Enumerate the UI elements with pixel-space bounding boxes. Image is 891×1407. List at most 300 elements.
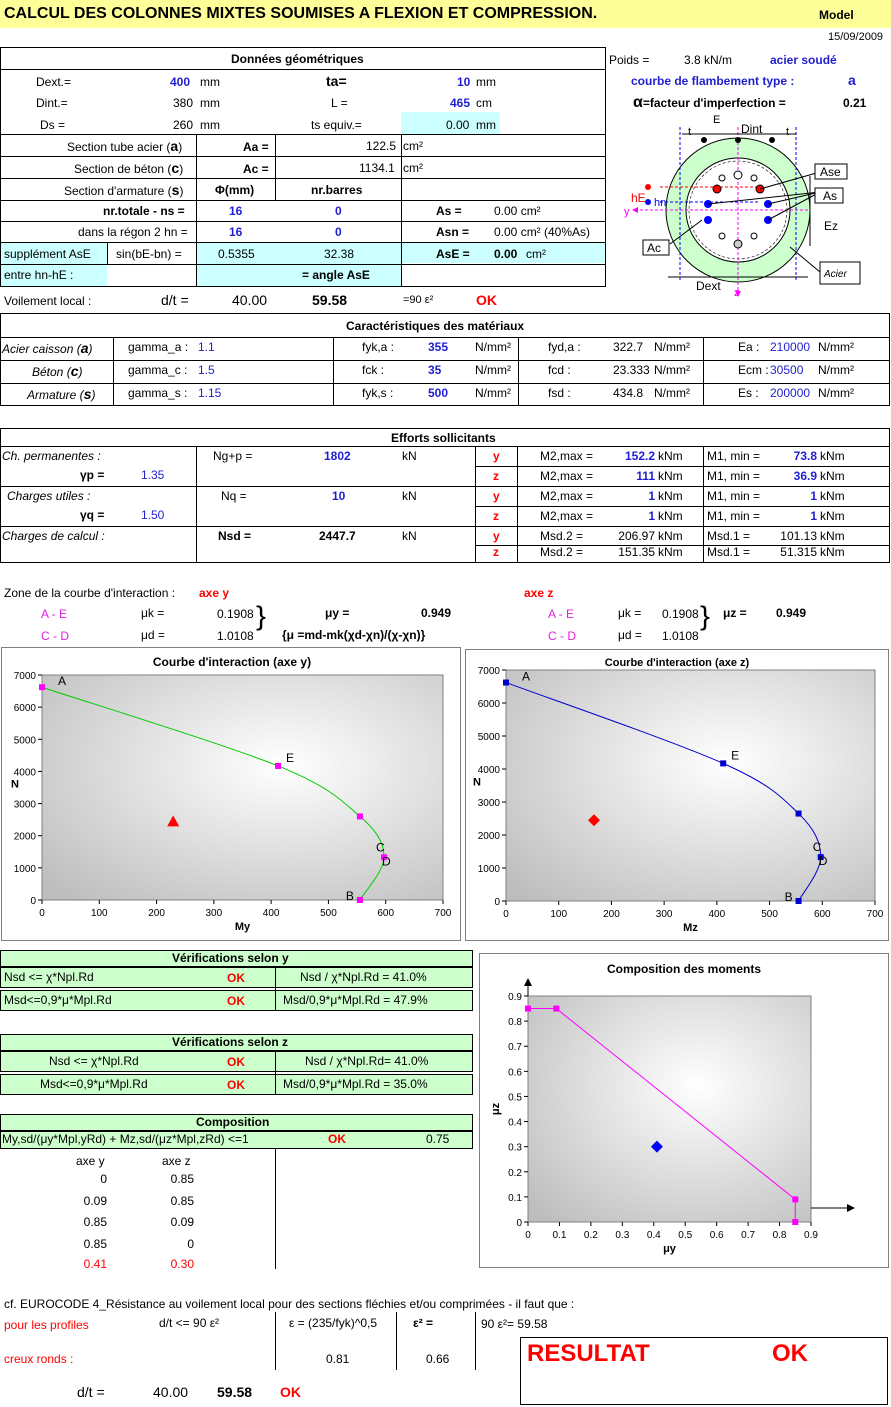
- result-label: RESULTAT: [527, 1340, 650, 1367]
- y-tick-label: 6000: [477, 699, 500, 710]
- effort-m2v[interactable]: 111: [636, 469, 655, 483]
- zone-y-ae: A - E: [41, 607, 68, 621]
- point-label: A: [58, 674, 67, 689]
- x-tick-label: 0.6: [709, 1230, 724, 1241]
- epsilon-label: ε = (235/fyk)^0,5: [289, 1316, 378, 1330]
- alpha-value: 0.21: [843, 96, 867, 110]
- effort-ax: y: [493, 489, 500, 503]
- dt-eq: =90 ε²: [403, 294, 434, 306]
- material-g-l: gamma_s :: [128, 386, 188, 400]
- x-tick-label: 300: [205, 908, 223, 919]
- series-point: [503, 680, 509, 686]
- moment-unit: kNm: [658, 509, 683, 523]
- series-point: [357, 813, 363, 819]
- brace-z: }: [700, 601, 711, 632]
- ts-unit: mm: [476, 118, 496, 132]
- mu-z-value: 0.949: [776, 606, 807, 620]
- y-tick-label: 2000: [477, 831, 500, 842]
- alpha-label: α=facteur d'imperfection =: [633, 94, 786, 111]
- design-loads-label: Charges de calcul :: [2, 529, 105, 543]
- material-fd-v: 322.7: [613, 340, 644, 354]
- gamma-q-value[interactable]: 1.50: [141, 508, 165, 522]
- material-e-l: Ea :: [738, 340, 760, 354]
- moment-unit: kNm: [820, 489, 845, 503]
- mu-z-label: μz =: [723, 606, 747, 620]
- zone-y-mk-value: 0.1908: [217, 607, 254, 621]
- effort-m1v[interactable]: 73.8: [793, 449, 817, 463]
- ase-label: AsE =: [436, 247, 470, 261]
- date: 15/09/2009: [828, 31, 884, 43]
- effort-m2v[interactable]: 152.2: [624, 449, 655, 463]
- zone-z-cd: C - D: [548, 629, 576, 643]
- x-tick-label: 600: [813, 909, 831, 920]
- material-fk-v[interactable]: 35: [428, 363, 442, 377]
- moment-unit: kNm: [658, 489, 683, 503]
- angle-value: 32.38: [324, 247, 355, 261]
- effort-m1v: 101.13: [780, 529, 817, 543]
- verif-y-title: Vérifications selon y: [172, 951, 289, 965]
- loads-title: Efforts sollicitants: [391, 431, 496, 445]
- material-fd-l: fyd,a :: [548, 340, 581, 354]
- effort-m1v[interactable]: 1: [810, 489, 817, 503]
- label-dext: Dext: [696, 279, 721, 293]
- footer-dt-value: 40.00: [153, 1384, 189, 1400]
- y-tick-label: 0: [30, 896, 36, 907]
- interaction-chart-y: [1, 647, 461, 941]
- effort-m1l: M1, min =: [707, 509, 761, 523]
- materials-title: Caractéristiques des matériaux: [346, 319, 525, 333]
- label-e: E: [713, 114, 721, 126]
- y-tick-label: 7000: [13, 671, 36, 682]
- y-tick-label: 0.6: [508, 1067, 522, 1079]
- x-tick-label: 0.7: [741, 1230, 756, 1241]
- chart-title: Composition des moments: [606, 962, 762, 976]
- concrete-section-label: Section de béton (c): [74, 160, 184, 176]
- composition-value: 0.75: [426, 1132, 450, 1146]
- buckling-curve-value: a: [848, 72, 856, 88]
- x-tick-label: 0.5: [678, 1230, 693, 1241]
- point-label: D: [818, 854, 828, 869]
- angle-ase-label: = angle AsE: [302, 268, 370, 282]
- comp-cell: 0.85: [170, 1172, 194, 1186]
- as-value: 0.00 cm²: [494, 204, 541, 218]
- material-e-v[interactable]: 200000: [770, 386, 811, 400]
- composition-title: Composition: [196, 1115, 270, 1129]
- live-loads-label: Charges utiles :: [7, 489, 91, 503]
- epsilon2-label: ε² =: [413, 1316, 434, 1330]
- y-axis-label: N: [473, 776, 481, 789]
- series-point: [720, 760, 726, 766]
- dext-unit: mm: [200, 75, 220, 89]
- effort-m2v: 151.35: [618, 545, 655, 559]
- length-label: L =: [331, 96, 348, 110]
- x-tick-label: 400: [708, 909, 726, 920]
- x-tick-label: 200: [148, 908, 165, 919]
- effort-m1v: 51.315: [780, 545, 817, 559]
- moment-unit: kNm: [658, 529, 683, 543]
- material-e-u: N/mm²: [818, 363, 854, 377]
- x-tick-label: 0.4: [646, 1230, 661, 1241]
- as-label: As =: [436, 204, 462, 218]
- verif-y2-ratio: Msd/0,9*μ*Mpl.Rd = 47.9%: [283, 993, 428, 1007]
- zone2-phi[interactable]: 16: [229, 225, 243, 239]
- effort-m2v: 206.97: [618, 529, 655, 543]
- effort-m1l: M1, min =: [707, 449, 761, 463]
- composition-ok: OK: [328, 1132, 346, 1146]
- cond-label: d/t <= 90 ε²: [159, 1316, 220, 1330]
- gamma-q-label: γq =: [80, 508, 105, 522]
- material-fk-v[interactable]: 500: [428, 386, 449, 400]
- moment-composition-chart: [479, 953, 889, 1268]
- x-tick-label: 0: [525, 1230, 531, 1241]
- gamma-p-value[interactable]: 1.35: [141, 468, 165, 482]
- nq-label: Nq =: [221, 489, 247, 503]
- x-tick-label: 0: [503, 909, 509, 920]
- ase-value: 0.00: [494, 247, 518, 261]
- length-value[interactable]: 465: [450, 96, 471, 110]
- label-ac: Ac: [647, 241, 662, 255]
- series-point: [357, 897, 363, 903]
- zone-y-md-value: 1.0108: [217, 629, 254, 643]
- comp-cell: 0.09: [83, 1194, 107, 1208]
- buckling-curve-label: courbe de flambement type :: [631, 74, 795, 88]
- material-fk-v[interactable]: 355: [428, 340, 449, 354]
- x-axis-label: My: [234, 921, 251, 933]
- label-as: As: [823, 189, 838, 203]
- dext-value[interactable]: 400: [170, 75, 191, 89]
- y-tick-label: 5000: [477, 732, 500, 743]
- nq-unit: kN: [402, 489, 417, 503]
- moment-unit: kNm: [658, 545, 683, 559]
- material-fk-u: N/mm²: [475, 363, 511, 377]
- x-tick-label: 500: [761, 909, 778, 920]
- total-bars-count[interactable]: 0: [335, 204, 342, 218]
- zone-z-md-value: 1.0108: [662, 629, 699, 643]
- ngp-unit: kN: [402, 449, 417, 463]
- moment-unit: kNm: [820, 545, 845, 559]
- nsd-unit: kN: [402, 529, 417, 543]
- epsilon2-value: 0.66: [426, 1352, 450, 1366]
- series-point: [796, 811, 802, 817]
- material-fk-u: N/mm²: [475, 340, 511, 354]
- label-z: z: [734, 287, 740, 298]
- x-tick-label: 0.8: [772, 1230, 787, 1241]
- point-label: B: [784, 890, 793, 904]
- material-fk-u: N/mm²: [475, 386, 511, 400]
- moment-unit: kNm: [658, 469, 683, 483]
- x-tick-label: 600: [377, 908, 395, 919]
- supplement-label: supplément AsE: [4, 247, 91, 261]
- label-ase: Ase: [820, 165, 841, 179]
- chart-title: Courbe d'interaction (axe z): [604, 657, 750, 669]
- plot-area: [528, 996, 811, 1222]
- verif-z1-label: Nsd <= χ*Npl.Rd: [49, 1054, 139, 1068]
- effort-m1v[interactable]: 36.9: [793, 469, 817, 483]
- effort-ax: z: [493, 509, 499, 523]
- series-point: [275, 763, 281, 769]
- label-t-right: t: [786, 126, 790, 138]
- point-label: E: [286, 750, 295, 765]
- x-tick-label: 500: [320, 908, 337, 919]
- material-e-v[interactable]: 210000: [770, 340, 811, 354]
- dint-value: 380: [173, 96, 194, 110]
- comp-cell: 0.85: [83, 1215, 107, 1229]
- zone-y-mk-label: μk =: [141, 606, 165, 620]
- ds-unit: mm: [200, 118, 220, 132]
- weight-value: 3.8 kN/m: [684, 53, 733, 67]
- interaction-chart-z: [465, 649, 889, 941]
- ta-label: ta=: [326, 73, 347, 89]
- verif-y1-ratio: Nsd / χ*Npl.Rd = 41.0%: [300, 970, 427, 984]
- ds-value: 260: [173, 118, 194, 132]
- permanent-loads-label: Ch. permanentes :: [2, 449, 101, 463]
- x-tick-label: 200: [603, 909, 620, 920]
- between-label: entre hn-hE :: [4, 268, 74, 282]
- local-buckling-label: Voilement local :: [4, 294, 92, 308]
- material-e-l: Es :: [738, 386, 759, 400]
- verif-z2-ratio: Msd/0,9*μ*Mpl.Rd = 35.0%: [283, 1077, 428, 1091]
- material-e-u: N/mm²: [818, 340, 854, 354]
- ts-label: ts equiv.=: [311, 118, 362, 132]
- point-label: C: [375, 840, 385, 855]
- footer-dt-limit: 59.58: [217, 1384, 253, 1400]
- y-tick-label: 3000: [13, 799, 36, 811]
- x-tick-label: 0.1: [552, 1230, 567, 1241]
- dext-label: Dext.=: [36, 75, 72, 89]
- zone-y-cd: C - D: [41, 629, 69, 643]
- zone2-count[interactable]: 0: [335, 225, 342, 239]
- x-tick-label: 100: [550, 909, 568, 920]
- material-g-l: gamma_c :: [128, 363, 188, 377]
- y-tick-label: 7000: [477, 666, 500, 677]
- verif-y2-ok: OK: [227, 994, 245, 1008]
- x-tick-label: 300: [655, 909, 673, 920]
- comp-cell: 0.09: [170, 1215, 194, 1229]
- y-tick-label: 5000: [13, 735, 36, 747]
- asn-label: Asn =: [436, 225, 470, 239]
- profiles-label: pour les profiles: [4, 1318, 89, 1332]
- point-label: B: [345, 889, 354, 903]
- chart-title: Courbe d'interaction (axe y): [152, 655, 312, 669]
- effort-m2l: M2,max =: [540, 469, 594, 483]
- effort-m1v[interactable]: 1: [810, 509, 817, 523]
- ds-label: Ds =: [40, 118, 66, 132]
- effort-m1l: M1, min =: [707, 489, 761, 503]
- y-axis-label: μz: [490, 1102, 502, 1116]
- x-tick-label: 0.9: [804, 1230, 818, 1241]
- material-e-l: Ecm :: [738, 363, 769, 377]
- zone-z-mk-label: μk =: [618, 606, 642, 620]
- point-label: D: [381, 854, 391, 869]
- zone-z-mk-value: 0.1908: [662, 607, 699, 621]
- comp-cell: 0.85: [170, 1194, 194, 1208]
- material-fd-l: fsd :: [548, 386, 571, 400]
- point-label: A: [522, 669, 531, 684]
- dint-label: Dint.=: [36, 96, 68, 110]
- eurocode-note: cf. EUROCODE 4_Résistance au voilement local pour des sections fléchies et/ou comprimées - il faut que :: [4, 1297, 575, 1311]
- effort-m1l: Msd.1 =: [707, 529, 751, 543]
- comp-cell: 0: [187, 1237, 194, 1251]
- ac-unit: cm²: [403, 161, 423, 175]
- result-ok: OK: [772, 1340, 808, 1367]
- material-fd-u: N/mm²: [654, 340, 690, 354]
- x-tick-label: 700: [866, 909, 884, 920]
- total-bars-label: nr.totale - ns =: [103, 204, 185, 218]
- weight-label: Poids =: [609, 53, 650, 67]
- y-tick-label: 0.2: [508, 1167, 522, 1179]
- verif-z2-ok: OK: [227, 1078, 245, 1092]
- effort-ax: y: [493, 529, 500, 543]
- effort-m2l: M2,max =: [540, 509, 594, 523]
- comp-header-y: axe y: [76, 1154, 105, 1168]
- zone-z-md-label: μd =: [618, 628, 642, 642]
- dint-unit: mm: [200, 96, 220, 110]
- dt-limit: 59.58: [312, 292, 348, 308]
- point-label: C: [812, 840, 822, 855]
- comp-cell: 0.41: [83, 1257, 107, 1271]
- verif-z1-ratio: Nsd / χ*Npl.Rd= 41.0%: [305, 1054, 429, 1068]
- nb-bars-header: nr.barres: [311, 183, 363, 197]
- y-tick-label: 0.5: [508, 1092, 522, 1104]
- comp-cell: 0.85: [83, 1237, 107, 1251]
- y-tick-label: 4000: [477, 765, 500, 776]
- round-hollow-label: creux ronds :: [4, 1352, 74, 1366]
- dt-ok: OK: [476, 292, 497, 308]
- limit-label: 90 ε²= 59.58: [481, 1317, 548, 1331]
- material-fk-l: fyk,s :: [362, 386, 394, 400]
- label-t-left: t: [688, 126, 692, 138]
- verif-z-title: Vérifications selon z: [172, 1035, 289, 1049]
- y-tick-label: 6000: [13, 703, 36, 715]
- nsd-label: Nsd =: [218, 529, 252, 543]
- effort-m1l: M1, min =: [707, 469, 761, 483]
- page-title: CALCUL DES COLONNES MIXTES SOUMISES A FLEXION ET COMPRESSION.: [4, 5, 598, 22]
- moment-unit: kNm: [820, 469, 845, 483]
- x-tick-label: 0.3: [615, 1230, 630, 1241]
- verif-y1-label: Nsd <= χ*Npl.Rd: [4, 970, 94, 984]
- zone-axe-z: axe z: [524, 586, 554, 600]
- material-name: Acier caisson (a): [2, 340, 93, 356]
- material-fd-v: 23.333: [613, 363, 650, 377]
- total-bars-phi[interactable]: 16: [229, 204, 243, 218]
- series-point: [525, 1006, 531, 1012]
- cross-section-drawing: [610, 112, 880, 298]
- material-fk-l: fck :: [362, 363, 385, 377]
- point-label: E: [731, 748, 740, 763]
- ac-value: 1134.1: [359, 161, 395, 175]
- ngp-label: Ng+p =: [213, 449, 253, 463]
- label-dint: Dint: [741, 122, 763, 136]
- material-fd-v: 434.8: [613, 386, 644, 400]
- material-name: Armature (s): [27, 386, 96, 402]
- x-axis-label: μy: [663, 1243, 676, 1255]
- moment-unit: kNm: [820, 509, 845, 523]
- dt-label: d/t =: [161, 292, 189, 308]
- material-g-v[interactable]: 1.1: [198, 340, 215, 354]
- nq-value[interactable]: 10: [332, 489, 346, 503]
- steel-section-label: Section tube acier (a): [67, 138, 183, 154]
- ngp-value[interactable]: 1802: [324, 449, 351, 463]
- y-tick-label: 0.3: [508, 1142, 522, 1154]
- sin-value: 0.5355: [218, 247, 255, 261]
- ts-value: 0.00: [446, 118, 470, 132]
- y-axis-label: N: [11, 778, 19, 791]
- x-axis-label: Mz: [683, 922, 698, 934]
- ac-label: Ac =: [243, 162, 269, 176]
- asn-value: 0.00 cm² (40%As): [494, 225, 591, 239]
- series-point: [553, 1006, 559, 1012]
- nsd-value: 2447.7: [319, 529, 356, 543]
- aa-unit: cm²: [403, 139, 423, 153]
- effort-m2l: Msd.2 =: [540, 529, 584, 543]
- geometry-title: Données géométriques: [231, 52, 364, 66]
- y-tick-label: 0.7: [508, 1042, 522, 1054]
- moment-unit: kNm: [820, 449, 845, 463]
- material-name: Béton (c): [32, 363, 83, 379]
- footer-dt-label: d/t =: [77, 1384, 105, 1400]
- ta-value[interactable]: 10: [457, 75, 471, 89]
- effort-m2l: M2,max =: [540, 449, 594, 463]
- material-e-v[interactable]: 30500: [770, 363, 804, 377]
- material-g-v[interactable]: 1.5: [198, 363, 215, 377]
- zone2-label: dans la régon 2 hn =: [78, 225, 188, 239]
- y-tick-label: 2000: [13, 831, 36, 843]
- material-fk-l: fyk,a :: [362, 340, 395, 354]
- verif-z2-label: Msd<=0,9*μ*Mpl.Rd: [40, 1077, 148, 1091]
- effort-ax: z: [493, 545, 499, 559]
- mu-y-label: μy =: [325, 606, 350, 620]
- x-tick-label: 100: [90, 908, 108, 919]
- label-acier: Acier: [824, 269, 847, 280]
- x-tick-label: 0: [39, 908, 45, 919]
- moment-unit: kNm: [658, 449, 683, 463]
- effort-m2l: M2,max =: [540, 489, 594, 503]
- moment-unit: kNm: [820, 529, 845, 543]
- effort-ax: y: [493, 449, 500, 463]
- series-point: [796, 898, 802, 904]
- ta-unit: mm: [476, 75, 496, 89]
- label-y: y: [624, 206, 630, 218]
- effort-m2v[interactable]: 1: [648, 509, 655, 523]
- gamma-p-label: γp =: [80, 468, 105, 482]
- y-tick-label: 3000: [477, 798, 500, 809]
- material-fd-l: fcd :: [548, 363, 571, 377]
- effort-m2l: Msd.2 =: [540, 545, 584, 559]
- aa-label: Aa =: [243, 140, 269, 154]
- label-ez: Ez: [824, 219, 839, 233]
- comp-cell: 0.30: [170, 1257, 194, 1271]
- material-g-v[interactable]: 1.15: [198, 386, 222, 400]
- material-fd-u: N/mm²: [654, 386, 690, 400]
- mu-formula: {μ =md-mk(χd-χn)/(χ-χn)}: [282, 628, 426, 642]
- y-tick-label: 0.4: [508, 1117, 522, 1129]
- series-point: [792, 1196, 798, 1202]
- effort-m1l: Msd.1 =: [707, 545, 751, 559]
- y-tick-label: 0: [516, 1218, 522, 1229]
- material-e-u: N/mm²: [818, 386, 854, 400]
- zone-y-md-label: μd =: [141, 628, 165, 642]
- aa-value: 122.5: [366, 139, 397, 153]
- verif-y2-label: Msd<=0,9*μ*Mpl.Rd: [4, 993, 112, 1007]
- ase-unit: cm²: [526, 247, 546, 261]
- zone-title: Zone de la courbe d'interaction :: [4, 586, 176, 600]
- series-point: [39, 684, 45, 690]
- effort-m2v[interactable]: 1: [648, 489, 655, 503]
- composition-formula: My,sd/(μy*Mpl,yRd) + Mz,sd/(μz*Mpl,zRd) <=1: [2, 1132, 249, 1146]
- y-tick-label: 1000: [477, 864, 500, 875]
- x-tick-label: 400: [262, 908, 280, 919]
- y-tick-label: 0.8: [508, 1017, 522, 1029]
